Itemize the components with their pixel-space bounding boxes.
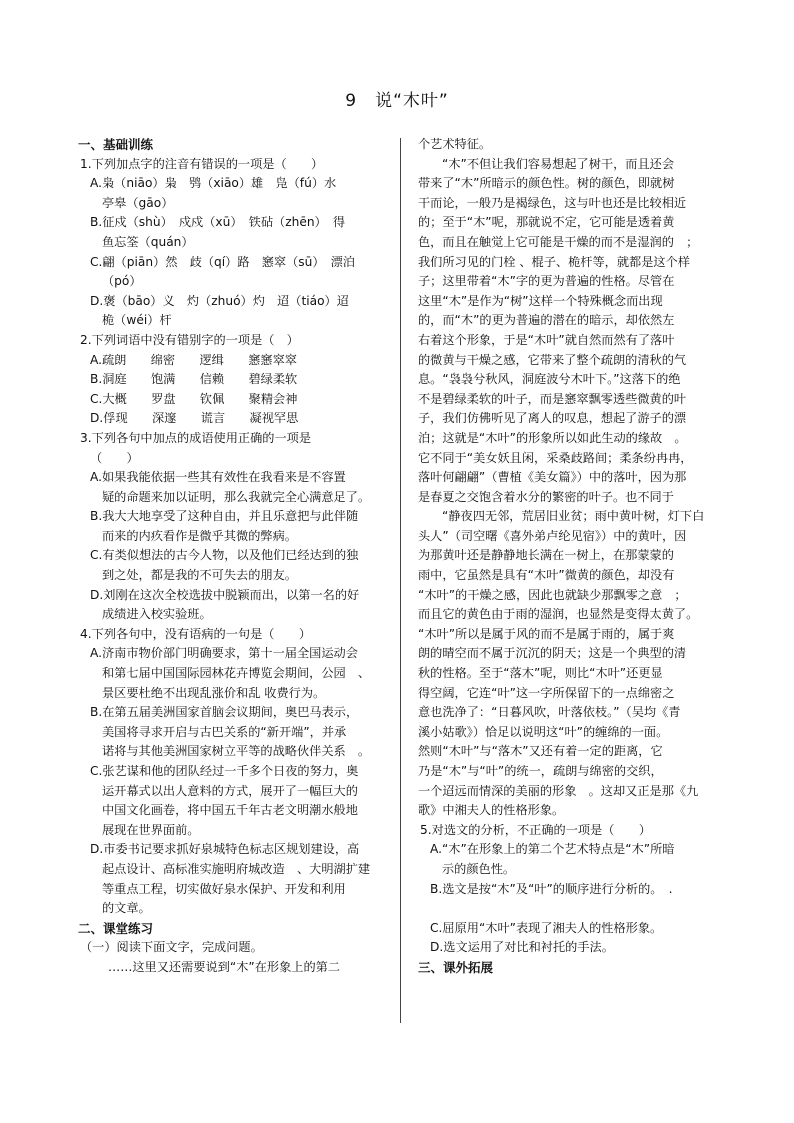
passage-line: 为那黄叶还是静静地长满在一树上，在那蒙蒙的 bbox=[418, 548, 674, 563]
option-continuation: 诺将与其他美洲国家树立平等的战略伙伴关系 。 bbox=[102, 744, 371, 759]
answer-option: D.选文运用了对比和衬托的手法。 bbox=[430, 940, 614, 955]
passage-line: 得空阔，它连“叶”这一字所保留下的一点绵密之 bbox=[418, 685, 675, 700]
passage-line: 的；至于“木”呢，那就说不定，它可能是透着黄 bbox=[418, 215, 675, 230]
option-continuation: 桅（wéi）杆 bbox=[102, 313, 172, 328]
passage-line: 雨中，它虽然是具有“木叶”微黄的颜色，却没有 bbox=[418, 568, 675, 583]
answer-option: D.俘现 深邃 谎言 凝视罕思 bbox=[90, 411, 299, 426]
option-continuation: 示的颜色性。 bbox=[442, 861, 516, 876]
answer-option: C.有类似想法的古今人物，以及他们已经达到的独 bbox=[90, 548, 359, 563]
option-continuation: 运开幕式以出人意料的方式，展开了一幅巨大的 bbox=[102, 783, 358, 798]
passage-line: 秋的性格。至于“落木”呢，则比“木叶”还更显 bbox=[418, 666, 663, 681]
option-continuation: 而来的内疚看作是微乎其微的弊病。 bbox=[102, 528, 297, 543]
passage-line: 朗的晴空而不属于沉沉的阴天；这是一个典型的清 bbox=[418, 646, 687, 661]
passage-paragraph-start: “静夜四无邻，荒居旧业贫；雨中黄叶树，灯下白 bbox=[442, 509, 705, 524]
answer-option: （ ） bbox=[90, 450, 139, 465]
answer-option: D.褒（bāo）义 灼（zhuó）灼 迢（tiáo）迢 bbox=[90, 293, 349, 308]
passage-line: 而且它的黄色由于雨的湿润，也显然是变得太黄了。 bbox=[418, 607, 699, 622]
option-continuation: 和第七届中国国际园林花卉博览会期间，公园 、 bbox=[102, 666, 371, 681]
passage-line: 子，我们仿佛听见了离人的叹息，想起了游子的漂 bbox=[418, 411, 687, 426]
option-continuation: （pó） bbox=[102, 274, 142, 289]
answer-option: C.张艺谋和他的团队经过一千多个日夜的努力，奥 bbox=[90, 764, 359, 778]
question-stem: 3.下列各句中加点的成语使用正确的一项是 bbox=[80, 430, 312, 445]
question-stem: 4.下列各句中，没有语病的一句是（ ） bbox=[80, 626, 312, 641]
answer-option: B.在第五届美洲国家首脑会议期间，奥巴马表示， bbox=[90, 705, 359, 720]
passage-line: 泊；这就是“木叶”的形象所以如此生动的缘故 。 bbox=[418, 430, 687, 445]
column-divider bbox=[400, 138, 401, 1023]
passage-line: 一个迢远而情深的美丽的形象 。这却又正是那《九 bbox=[418, 783, 699, 798]
option-continuation: 成绩进入校实验班。 bbox=[102, 607, 212, 622]
passage-line: 落叶何翩翩”（曹植《美女篇》）中的落叶，因为那 bbox=[418, 470, 687, 485]
blank-line bbox=[418, 899, 723, 919]
option-continuation: 起点设计、高标准实施明府城改造 、大明湖扩建 bbox=[102, 861, 371, 876]
passage-line: 乃是“木”与“叶”的统一，疏朗与绵密的交织， bbox=[418, 764, 663, 778]
option-continuation: 到之处，都是我的不可失去的朋友。 bbox=[102, 568, 297, 583]
left-column bbox=[78, 135, 383, 978]
passage-line: 个艺术特征。 bbox=[418, 137, 492, 151]
option-continuation: 疑的命题来加以证明，那么我就完全心满意足了。 bbox=[102, 489, 371, 504]
answer-option: B.我大大地享受了这种自由，并且乐意把与此伴随 bbox=[90, 509, 359, 524]
answer-option: A.“木”在形象上的第二个艺术特点是“木”所暗 bbox=[430, 842, 675, 857]
passage-line: 是春夏之交饱含着水分的繁密的叶子。也不同于 bbox=[418, 489, 674, 504]
passage-line: 带来了“木”所暗示的颜色性。树的颜色，即就树 bbox=[418, 176, 675, 191]
answer-option: A.疏朗 绵密 逻缉 窸窸窣窣 bbox=[90, 352, 297, 367]
passage-line: 的微黄与干燥之感，它带来了整个疏朗的清秋的气 bbox=[418, 352, 687, 367]
answer-option: C.大概 罗盘 钦佩 聚精会神 bbox=[90, 391, 298, 406]
passage-line: 我们所习见的门栓 、棍子、桅杆等，就都是这个样 bbox=[418, 254, 690, 269]
section-heading: 二、课堂练习 bbox=[78, 920, 154, 936]
passage-line: 它不同于“美女妖且闲，采桑歧路间；柔条纷冉冉， bbox=[418, 450, 693, 465]
passage-paragraph-start: “木”不但让我们容易想起了树干，而且还会 bbox=[442, 156, 675, 171]
option-continuation: 亭皋（gāo） bbox=[102, 195, 174, 210]
question-stem: 2.下列词语中没有错别字的一项是（ ） bbox=[80, 332, 299, 347]
answer-option: B.征戍（shù） 戍戍（xū） 铁砧（zhēn） 得 bbox=[90, 215, 346, 230]
section-heading: 一、基础训练 bbox=[78, 137, 154, 152]
answer-option: D.刘刚在这次全校选拔中脱颖而出，以第一名的好 bbox=[90, 587, 360, 602]
answer-option: A.枭（niāo）枭 鸮（xiāo）雄 凫（fú）水 bbox=[90, 176, 337, 191]
option-continuation: 中国文化画卷，将中国五千年古老文明潮水般地 bbox=[102, 803, 358, 818]
option-continuation: 的文章。 bbox=[102, 901, 151, 916]
passage-line: 溪小姑歌》）恰足以说明这“叶”的缠绵的一面。 bbox=[418, 724, 669, 739]
answer-option: C.屈原用“木叶”表现了湘夫人的性格形象。 bbox=[430, 920, 663, 935]
passage-line: 干而论，一般乃是褐绿色，这与叶也还是比较相近 bbox=[418, 195, 687, 210]
page-title: 9 说“木叶” bbox=[345, 91, 449, 111]
answer-option: D.市委书记要求抓好泉城特色标志区规划建设，高 bbox=[90, 842, 360, 857]
passage-line: 意也洗净了：“日暮风吹，叶落依枝。”（吴均《青 bbox=[418, 705, 681, 720]
passage-line: 这里“木”是作为“树”这样一个特殊概念而出现 bbox=[418, 293, 663, 308]
option-continuation: 等重点工程，切实做好泉水保护、开发和利用 bbox=[102, 881, 346, 896]
option-continuation: 展现在世界面前。 bbox=[102, 822, 200, 837]
question-stem: （一）阅读下面文字，完成问题。 bbox=[80, 940, 263, 955]
answer-option: A.如果我能依据一些其有效性在我看来是不容置 bbox=[90, 470, 346, 485]
right-column bbox=[418, 135, 723, 978]
answer-option: B.洞庭 饱满 信赖 碧绿柔软 bbox=[90, 372, 298, 387]
section-heading: 三、课外拓展 bbox=[418, 959, 494, 975]
passage-line: 然则“木叶”与“落木”又还有着一定的距离，它 bbox=[418, 744, 663, 759]
passage-line: 头人”（司空曙《喜外弟卢纶见宿》）中的黄叶，因 bbox=[418, 528, 687, 543]
answer-option: B.选文是按“木”及“叶”的顺序进行分析的。 . bbox=[430, 881, 673, 896]
passage-line: 色，而且在触觉上它可能是干燥的而不是湿润的 ； bbox=[418, 234, 699, 249]
passage-line: 子；这里带着“木”字的更为普遍的性格。尽管在 bbox=[418, 274, 675, 289]
answer-option: A.济南市物价部门明确要求，第十一届全国运动会 bbox=[90, 646, 358, 661]
passage-line: 的，而“木”的更为普遍的潜在的暗示，却依然左 bbox=[418, 313, 675, 328]
passage-line: “木叶”所以是属于风的而不是属于雨的，属于爽 bbox=[418, 626, 675, 641]
passage-line: 息。“袅袅兮秋风，洞庭波兮木叶下。”这落下的绝 bbox=[418, 372, 681, 387]
passage-line: 歌》中湘夫人的性格形象。 bbox=[418, 803, 565, 818]
passage-line: 不是碧绿柔软的叶子，而是窸窣飘零透些微黄的叶 bbox=[418, 391, 687, 406]
passage-line: 右着这个形象，于是“木叶”就自然而然有了落叶 bbox=[418, 332, 675, 347]
option-continuation: 美国将寻求开启与古巴关系的“新开端”，并承 bbox=[102, 724, 347, 739]
option-continuation: 景区要杜绝不出现乱涨价和乱 收费行为。 bbox=[102, 685, 326, 700]
answer-option: C.翩（piān）然 歧（qí）路 窸窣（sū） 漂泊 bbox=[90, 254, 355, 269]
question-stem: 1.下列加点字的注音有错误的一项是（ ） bbox=[80, 156, 324, 171]
option-continuation: 鱼忘筌（quán） bbox=[102, 234, 194, 249]
passage-line: “木叶”的干燥之感，因此也就缺少那飘零之意 ； bbox=[418, 587, 687, 602]
question-stem: 5.对选文的分析，不正确的一项是（ ） bbox=[420, 822, 652, 837]
passage-line: ……这里又还需要说到“木”在形象上的第二 bbox=[108, 959, 341, 974]
